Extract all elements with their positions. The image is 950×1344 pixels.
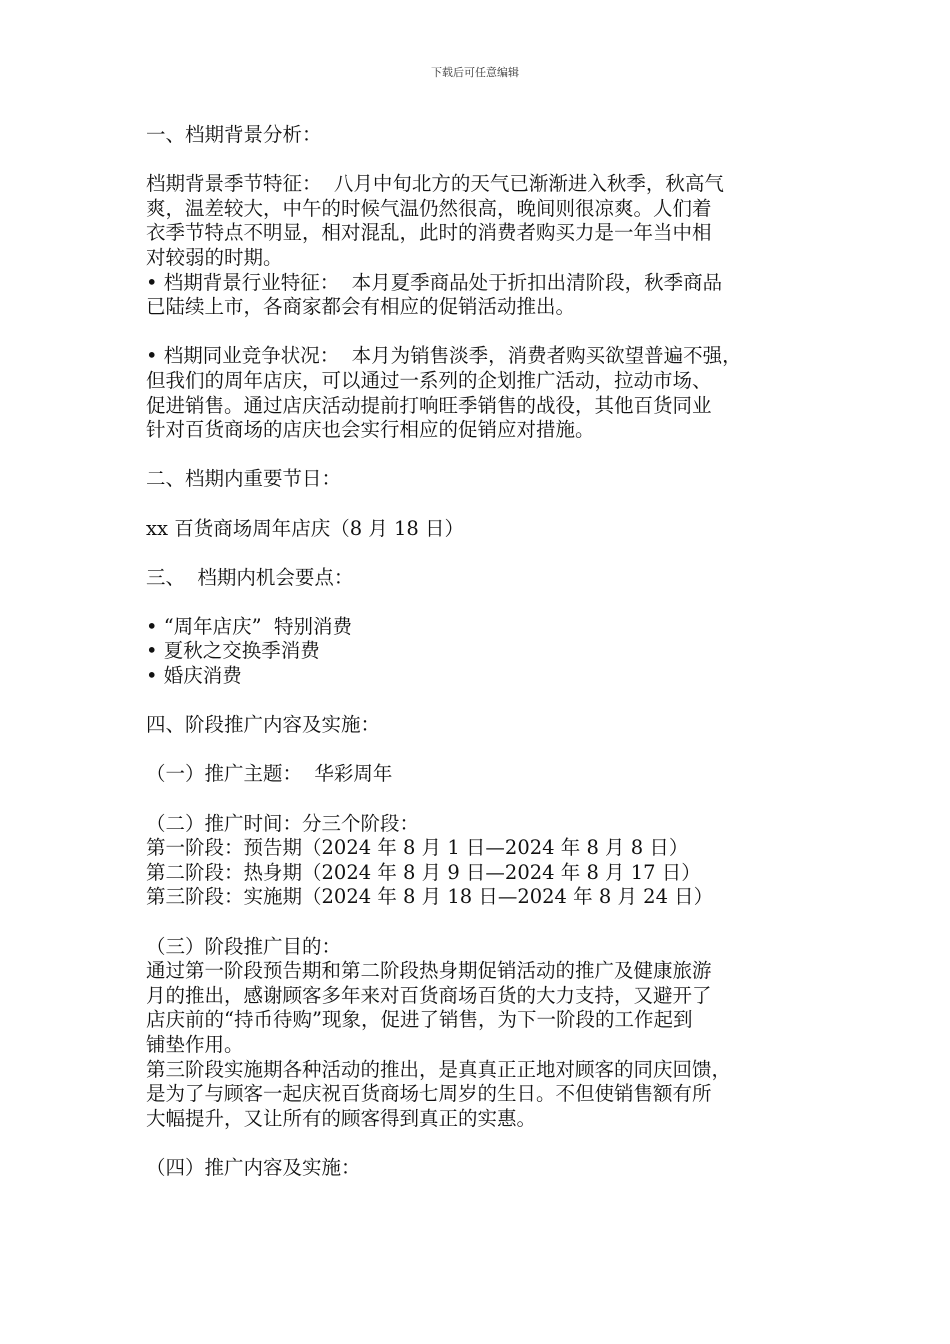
blank-line [146,910,826,935]
blank-line [146,1131,826,1156]
blank-line [146,689,826,714]
paragraph-line: 是为了与顾客一起庆祝百货商场七周岁的生日。不但使销售额有所 [146,1082,712,1106]
section-heading-2: 二、档期内重要节日： [146,467,342,491]
document-body [146,123,826,1181]
bullet-line: • “周年店庆” 特别消费 [146,614,353,638]
subsection-heading: （一）推广主题： 华彩周年 [146,762,393,786]
paragraph-line: 第二阶段：热身期（2024 年 8 月 9 日—2024 年 8 月 17 日） [146,860,701,884]
paragraph-line: 大幅提升，又让所有的顾客得到真正的实惠。 [146,1106,537,1130]
paragraph-line: 档期背景季节特征： 八月中旬北方的天气已渐渐进入秋季，秋高气 [146,172,724,196]
paragraph-line: 第三阶段实施期各种活动的推出，是真真正正地对顾客的同庆回馈， [146,1057,732,1081]
paragraph-line: 已陆续上市，各商家都会有相应的促销活动推出。 [146,295,576,319]
bullet-line: • 档期同业竞争状况： 本月为销售淡季，消费者购买欲望普遍不强， [146,344,742,368]
bullet-line: • 夏秋之交换季消费 [146,639,320,663]
blank-line [146,787,826,812]
paragraph-line: 第一阶段：预告期（2024 年 8 月 1 日—2024 年 8 月 8 日） [146,836,689,860]
blank-line [146,148,826,173]
paragraph-line: 对较弱的时期。 [146,245,283,269]
blank-line [146,492,826,517]
paragraph-line: 月的推出，感谢顾客多年来对百货商场百货的大力支持，又避开了 [146,983,712,1007]
page-header-note: 下载后可任意编辑 [431,66,519,79]
section-heading-3: 三、 档期内机会要点： [146,565,354,589]
subsection-heading: （二）推广时间：分三个阶段： [146,811,420,835]
blank-line [146,443,826,468]
paragraph-line: 第三阶段：实施期（2024 年 8 月 18 日—2024 年 8 月 24 日） [146,885,714,909]
blank-line [146,541,826,566]
paragraph-line: 衣季节特点不明显，相对混乱，此时的消费者购买力是一年当中相 [146,221,712,245]
paragraph-line: 促进销售。通过店庆活动提前打响旺季销售的战役，其他百货同业 [146,393,712,417]
paragraph-line: 店庆前的“持币待购”现象，促进了销售，为下一阶段的工作起到 [146,1008,693,1032]
bullet-line: • 婚庆消费 [146,664,242,688]
paragraph-line: 爽，温差较大，中午的时候气温仍然很高，晚间则很凉爽。人们着 [146,196,712,220]
paragraph-line: 铺垫作用。 [146,1032,244,1056]
bullet-line: • 档期背景行业特征： 本月夏季商品处于折扣出清阶段，秋季商品 [146,270,723,294]
section-heading-4: 四、阶段推广内容及实施： [146,713,381,737]
blank-line [146,738,826,763]
subsection-heading: （四）推广内容及实施： [146,1155,361,1179]
paragraph-line: xx 百货商场周年店庆（8 月 18 日） [146,516,465,540]
subsection-heading: （三）阶段推广目的： [146,934,342,958]
paragraph-line: 通过第一阶段预告期和第二阶段热身期促销活动的推广及健康旅游 [146,959,712,983]
paragraph-line: 针对百货商场的店庆也会实行相应的促销应对措施。 [146,418,595,442]
section-heading-1: 一、档期背景分析： [146,123,322,146]
blank-line [146,590,826,615]
paragraph-line: 但我们的周年店庆，可以通过一系列的企划推广活动，拉动市场、 [146,368,712,392]
blank-line [146,320,826,345]
